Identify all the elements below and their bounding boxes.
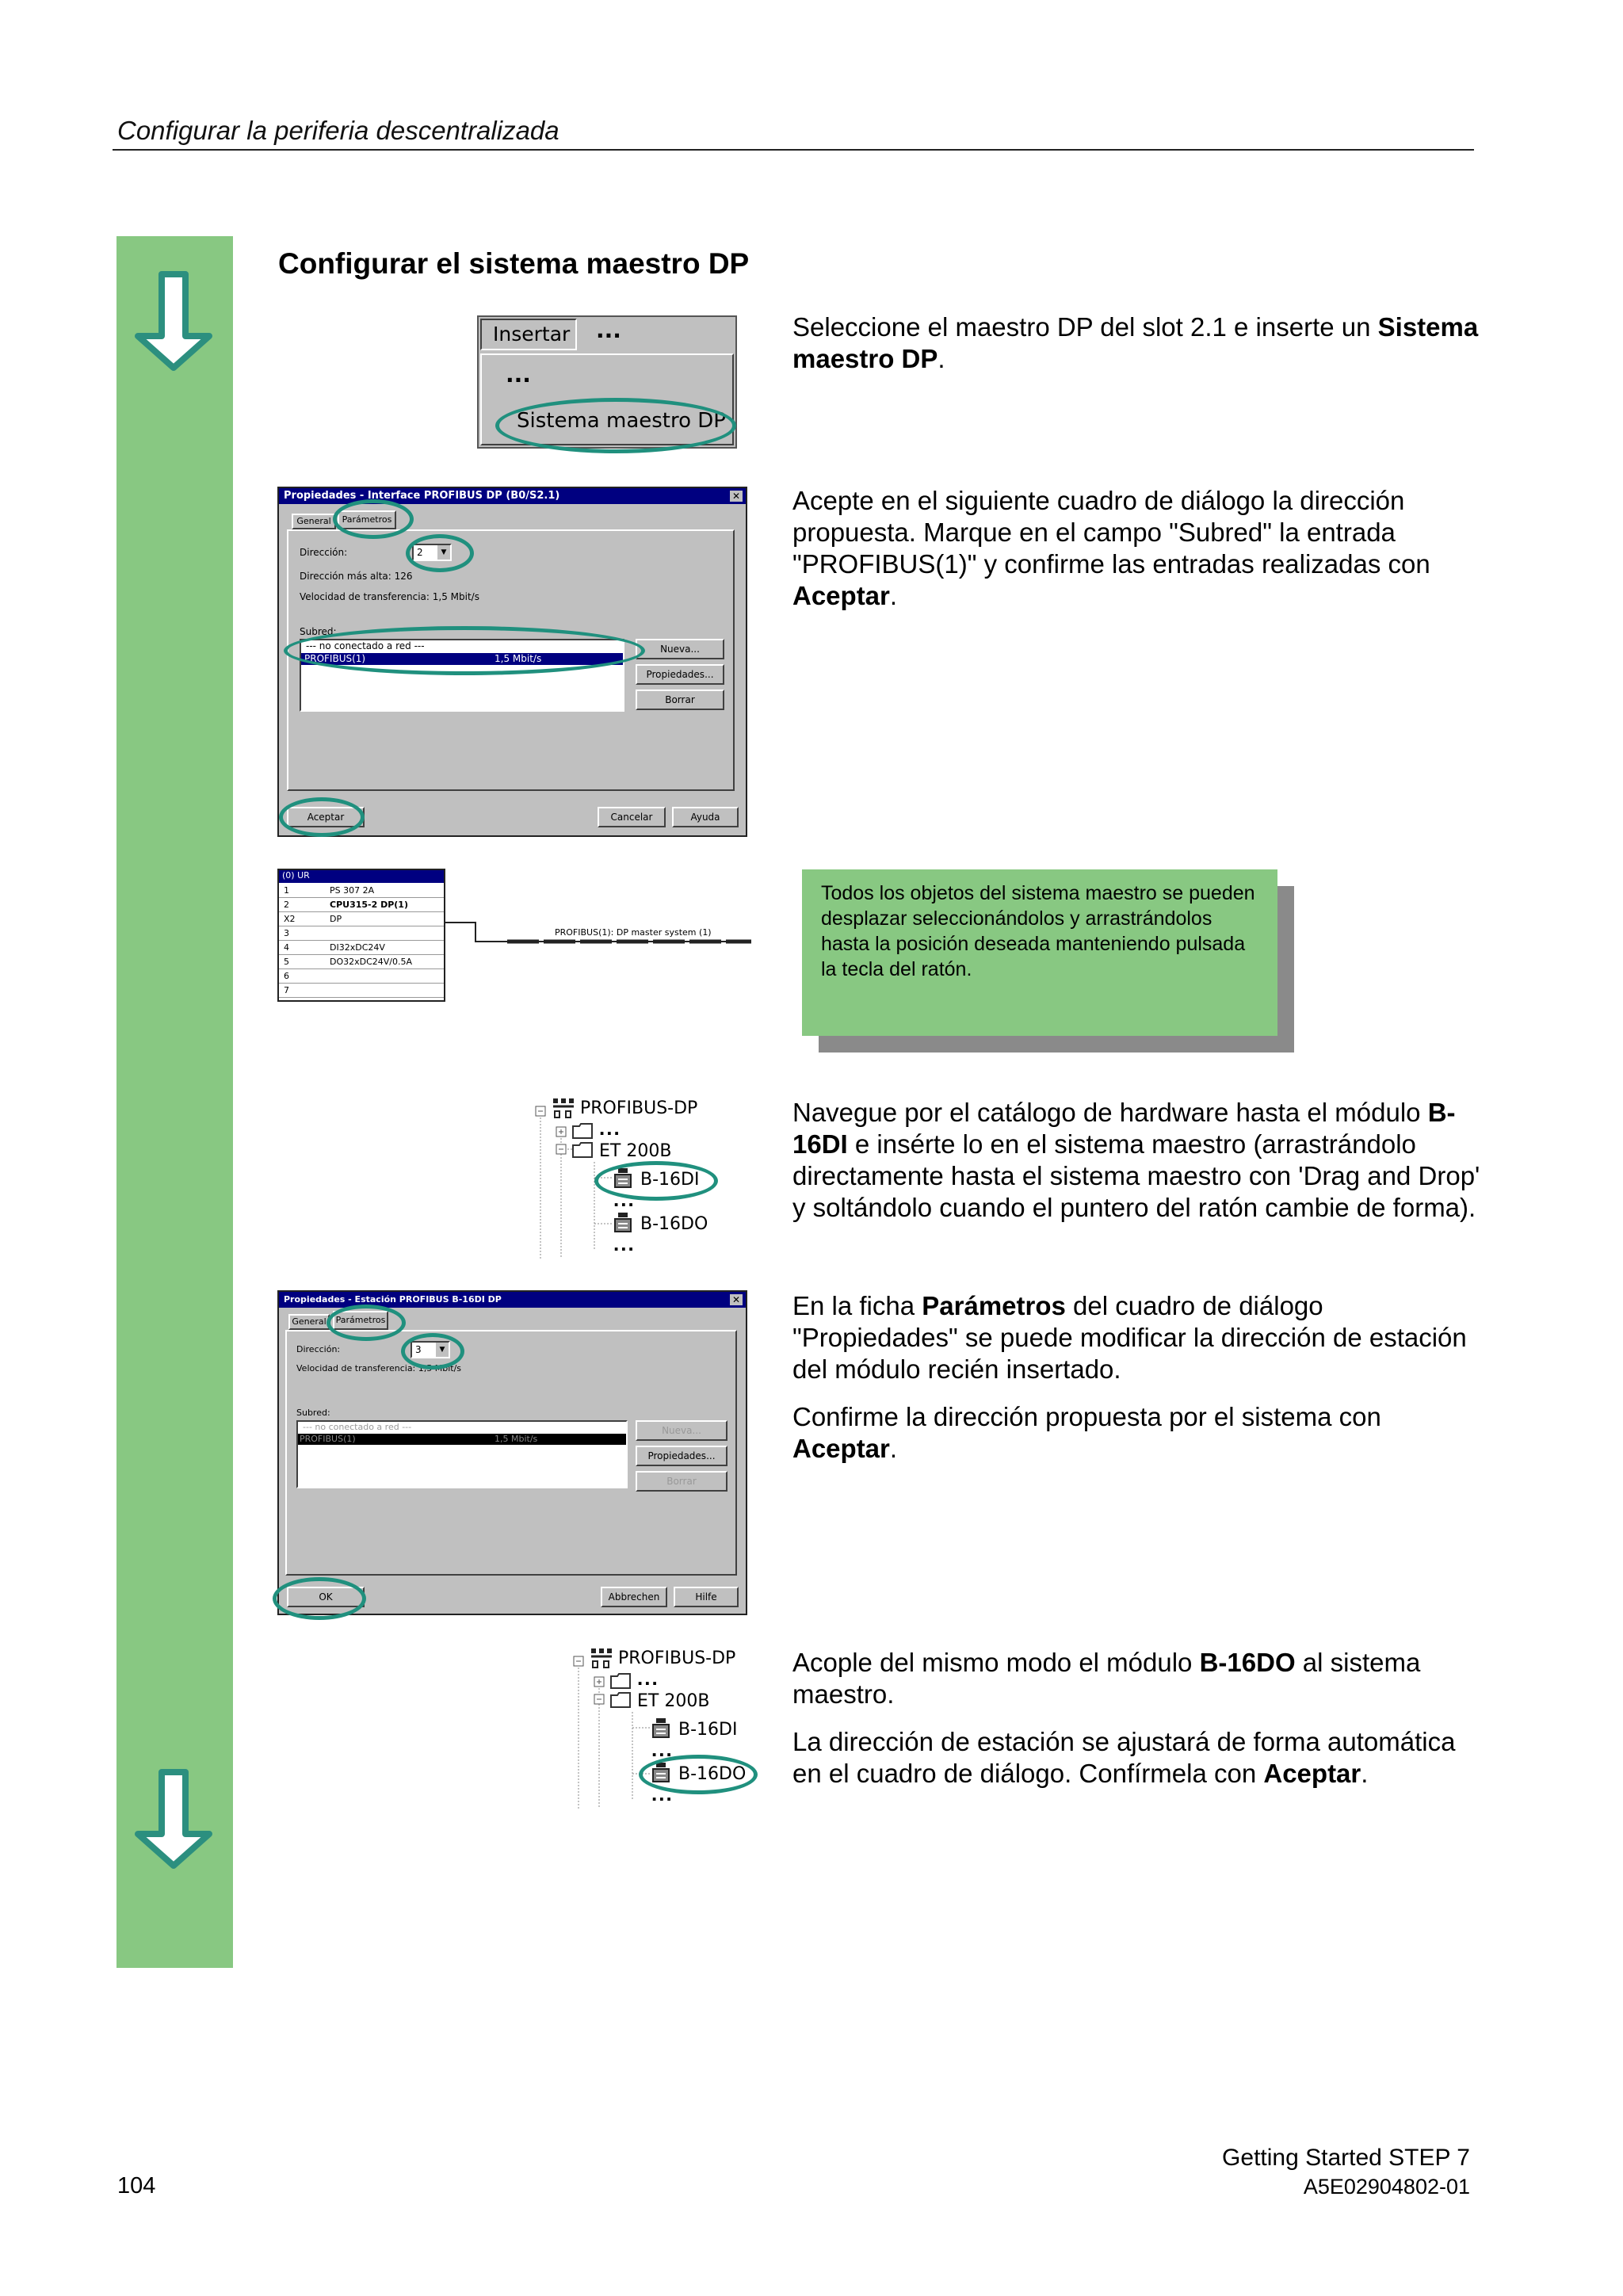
folder-open-icon xyxy=(572,1141,593,1159)
rack-slot-number: 2 xyxy=(284,900,289,910)
document-number: A5E02904802-01 xyxy=(1303,2175,1470,2199)
down-arrow-icon xyxy=(130,271,217,374)
cancel-button[interactable]: Abbrechen xyxy=(601,1587,667,1607)
address-label: Dirección: xyxy=(300,547,348,558)
chevron-down-icon[interactable]: ▼ xyxy=(437,545,450,560)
address-value: 2 xyxy=(417,547,423,558)
tree-et200b[interactable]: ET 200B xyxy=(599,1141,672,1161)
help-button[interactable]: Hilfe xyxy=(674,1587,739,1607)
tree-b16di[interactable]: B-16DI xyxy=(640,1170,700,1190)
delete-button[interactable]: Borrar xyxy=(636,1471,727,1492)
highlight-oval xyxy=(279,797,365,837)
step-text-4: En la ficha Parámetros del cuadro de diálogo "Propiedades" se puede modificar la dirección de estación del módulo recién insertado. Confirme la dirección propuesta por el sistema con Aceptar. xyxy=(792,1291,1467,1463)
rack-slot-row[interactable] xyxy=(279,927,444,941)
folder-icon xyxy=(610,1672,631,1690)
help-button[interactable]: Ayuda xyxy=(672,807,739,827)
cancel-button[interactable]: Cancelar xyxy=(598,807,666,827)
rack-slot-module: DI32xDC24V xyxy=(330,942,385,953)
rack-slot-module: CPU315-2 DP(1) xyxy=(330,900,408,910)
highlight-oval xyxy=(284,626,645,675)
tree-b16di[interactable]: B-16DI xyxy=(678,1720,738,1740)
step-text-1: Seleccione el maestro DP del slot 2.1 e inserte un Sistema maestro DP. xyxy=(792,312,1479,373)
rack-slot-row[interactable] xyxy=(279,884,444,898)
new-button[interactable]: Nueva... xyxy=(636,639,724,659)
menu-insert-label: Insertar xyxy=(493,323,571,346)
highlight-oval xyxy=(401,1333,464,1370)
dialog-close-icon[interactable]: ✕ xyxy=(730,491,743,502)
rack-slot-number: 3 xyxy=(284,928,289,938)
chevron-down-icon[interactable]: ▼ xyxy=(436,1343,449,1357)
running-header: Configurar la periferia descentralizada xyxy=(117,116,559,145)
tree-root[interactable]: PROFIBUS-DP xyxy=(580,1098,698,1118)
book-title: Getting Started STEP 7 xyxy=(1222,2145,1470,2171)
address-value: 3 xyxy=(415,1344,422,1355)
header-rule xyxy=(113,149,1474,151)
rack-slot-module: DP xyxy=(330,914,342,924)
rack-slot-number: X2 xyxy=(284,914,296,924)
note-box: Todos los objetos del sistema maestro se pueden desplazar seleccionándolos y arrastrándolos hasta la posición deseada manteniendo pulsada la tecla del ratón. xyxy=(802,869,1277,1036)
rack-slot-row[interactable] xyxy=(279,913,444,926)
tree-root[interactable]: PROFIBUS-DP xyxy=(618,1648,736,1668)
rack-slot-module: DO32xDC24V/0.5A xyxy=(330,957,413,967)
tree-dots: ... xyxy=(613,1232,636,1255)
section-title: Configurar el sistema maestro DP xyxy=(278,247,750,280)
delete-button[interactable]: Borrar xyxy=(636,690,724,710)
hw-config-rack xyxy=(277,869,445,1002)
rack-slot-row[interactable] xyxy=(279,984,444,998)
accept-button[interactable]: Aceptar xyxy=(287,807,365,827)
tree-b16do[interactable]: B-16DO xyxy=(678,1764,747,1784)
rack-slot-row[interactable] xyxy=(279,942,444,955)
subnet-list[interactable] xyxy=(296,1420,628,1488)
step-text-2: Acepte en el siguiente cuadro de diálogo la dirección propuesta. Marque en el campo "Subred" la entrada "PROFIBUS(1)" y confirme las entradas realizadas con Aceptar. xyxy=(792,486,1430,610)
tree-et200b[interactable]: ET 200B xyxy=(637,1691,710,1711)
transfer-speed: Velocidad de transferencia: 1,5 Mbit/s xyxy=(300,591,479,602)
tree-folder-dots[interactable]: ... xyxy=(599,1116,621,1140)
rack-slot-module: PS 307 2A xyxy=(330,885,375,896)
tab-general[interactable]: General xyxy=(292,514,336,529)
list-item-selected[interactable]: PROFIBUS(1) 1,5 Mbit/s xyxy=(301,653,623,665)
menu-item-dots[interactable]: ... xyxy=(506,361,531,388)
rack-slot-number: 1 xyxy=(284,885,289,896)
tab-general[interactable]: General xyxy=(288,1314,330,1330)
list-item[interactable]: --- no conectado a red --- xyxy=(303,1422,412,1432)
address-label: Dirección: xyxy=(296,1344,341,1354)
highlight-oval xyxy=(273,1577,366,1620)
rack-slot-number: 7 xyxy=(284,985,289,995)
tree-dots: ... xyxy=(651,1782,674,1805)
transfer-speed: Velocidad de transferencia: 1,5 Mbit/s xyxy=(296,1363,462,1373)
rack-slot-number: 6 xyxy=(284,971,289,981)
rack-slot-number: 5 xyxy=(284,957,289,967)
highlight-oval xyxy=(327,1305,406,1341)
subnet-label: Subred: xyxy=(296,1408,330,1418)
highlight-oval xyxy=(594,1161,718,1201)
max-address: Dirección más alta: 126 xyxy=(300,571,413,582)
menu-dots: ... xyxy=(596,317,621,343)
rack-slot-row[interactable] xyxy=(279,956,444,969)
dialog-close-icon[interactable]: ✕ xyxy=(730,1294,743,1305)
module-icon xyxy=(613,1213,632,1233)
folder-open-icon xyxy=(610,1691,631,1709)
rack-slot-row[interactable] xyxy=(279,899,444,912)
step-text-6: Acople del mismo modo el módulo B-16DO al sistema maestro. La dirección de estación se ajustará de forma automática en el cuadro de diálogo. Confírmela con Aceptar. xyxy=(792,1648,1456,1788)
rack-slot-number: 4 xyxy=(284,942,289,953)
network-icon xyxy=(552,1097,575,1119)
rack-slot-row[interactable] xyxy=(279,970,444,984)
list-item[interactable]: --- no conectado a red --- xyxy=(306,640,425,651)
properties-button[interactable]: Propiedades... xyxy=(636,1446,727,1466)
rack-title: (0) UR xyxy=(279,870,444,883)
page-number: 104 xyxy=(117,2173,156,2199)
step-text-3: Navegue por el catálogo de hardware hasta el módulo B-16DI e insérte lo en el sistema maestro (arrastrándolo directamente hasta el sistema maestro con 'Drag and Drop' y soltándolo cuando el puntero del ratón cambie de forma). xyxy=(792,1098,1480,1222)
tree-folder-dots[interactable]: ... xyxy=(637,1666,659,1690)
tab-parameters[interactable]: Parámetros xyxy=(333,1311,388,1330)
menu-insert[interactable] xyxy=(480,319,577,350)
highlight-oval xyxy=(639,1755,758,1794)
dialog-title: Propiedades - Estación PROFIBUS B-16DI DP xyxy=(279,1292,746,1308)
new-button[interactable]: Nueva... xyxy=(636,1420,727,1441)
subnet-label: Subred: xyxy=(300,626,337,637)
highlight-oval xyxy=(406,534,474,572)
ok-button[interactable]: OK xyxy=(287,1587,365,1607)
tree-b16do[interactable]: B-16DO xyxy=(640,1214,708,1234)
tree-dots: ... xyxy=(651,1737,674,1761)
menu-item-dp-master-system[interactable]: Sistema maestro DP xyxy=(517,409,726,433)
folder-icon xyxy=(572,1122,593,1140)
module-icon xyxy=(651,1718,670,1739)
network-icon xyxy=(590,1647,613,1669)
tab-parameters[interactable]: Parámetros xyxy=(338,510,396,529)
step-sidebar xyxy=(116,236,233,1968)
tree-dots: ... xyxy=(613,1187,636,1211)
highlight-oval xyxy=(495,398,736,453)
dialog-title: Propiedades - Interface PROFIBUS DP (B0/S2.1) xyxy=(279,488,746,504)
list-item-selected[interactable]: PROFIBUS(1) 1,5 Mbit/s xyxy=(298,1434,626,1445)
properties-button[interactable]: Propiedades... xyxy=(636,664,724,685)
down-arrow-icon xyxy=(130,1769,217,1872)
bus-label: PROFIBUS(1): DP master system (1) xyxy=(555,927,712,938)
highlight-oval xyxy=(333,499,414,539)
